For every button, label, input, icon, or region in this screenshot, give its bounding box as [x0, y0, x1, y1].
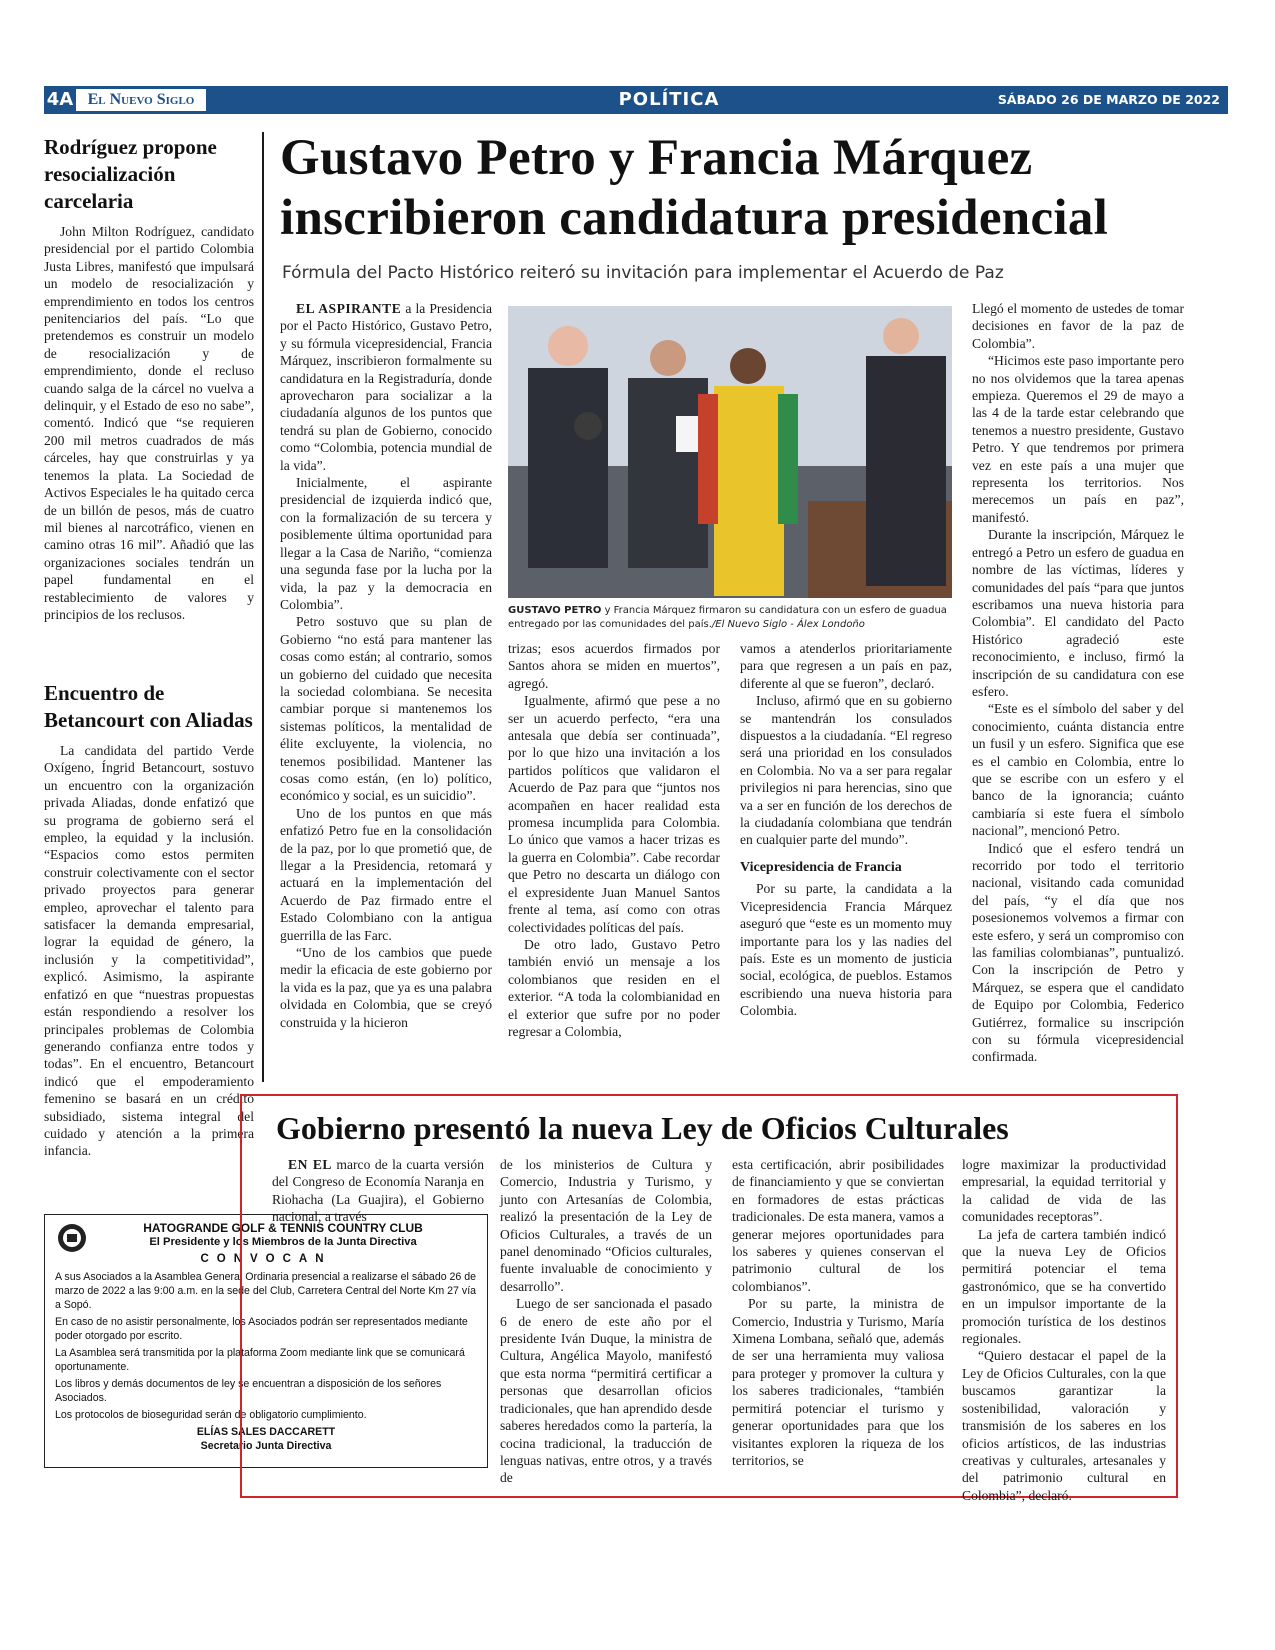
club-name: HATOGRANDE GOLF & TENNIS COUNTRY CLUB: [143, 1221, 423, 1235]
club-logo-icon: [57, 1223, 87, 1253]
paragraph: Luego de ser sancionada el pasado 6 de enero de este año por el presidente Iván Duque, la ministra de Cultura, Angélica Mayolo, manifestó que esta norma “permitirá certificar a personas que desarrollan oficios tradicionales, que han aprendido desde saberes heredados como la partería, la cocina tradicional, la traducción de lenguas nativas, entre otros, y a través de: [500, 1296, 712, 1486]
paragraph: “Hicimos este paso importante pero no nos olvidemos que la tarea apenas empieza. Queremos el 29 de mayo a las 4 de la tarde estar celebrando que tenemos a nuestro presidente, Gustavo Petro. Y que tendremos por primera vez en este país a una mujer que representa los territorios. Nos merecemos un país en paz”, manifestó.: [972, 353, 1184, 525]
header-bar: [44, 86, 1228, 114]
paragraph: a la Presidencia por el Pacto Histórico, Gustavo Petro, y su fórmula vicepresidencial, Francia Márquez, inscribieron formalmente su candidatura en la Registraduría, donde aprovecharon para socializar a la ciudadanía algunos de los puntos que tendrá su plan de Gobierno, conocido como “Colombia, potencia mundial de la vida”.: [280, 301, 492, 473]
caption-text: y Francia Márquez firmaron su candidatura con un esfero de guadua entregado por las comunidades del país.: [508, 605, 947, 630]
box-column-4: [962, 1156, 1166, 1503]
paragraph: Uno de los puntos en que más enfatizó Petro fue en la consolidación de la paz, por lo que prometió que, de llegar a la Presidencia, retomará y actuará en la implementación del Acuerdo de Paz firmado entre el Estado Colombiano con la antigua guerrilla de las Farc.: [280, 805, 492, 943]
photo-credit: /El Nuevo Siglo - Álex Londoño: [711, 619, 865, 630]
newspaper-name: El Nuevo Siglo: [76, 89, 206, 111]
paragraph: Inicialmente, el aspirante presidencial de izquierda indicó que, con la formalización de su tercera y posiblemente última oportunidad para llegar a la Casa de Nariño, “comienza una segunda fase por la lucha por la vida, la paz y la democracia en Colombia”.: [280, 475, 492, 612]
photo-illustration: [508, 306, 952, 598]
paragraph: Indicó que el esfero tendrá un recorrido por todo el territorio nacional, visitando cada comunidad del país, “y el día que nos posesionemos volvemos a firmar con este esfero, y será un compromiso con las familias colombianas”, puntualizó. Con la inscripción de Petro y Márquez, se espera que el candidato de Equipo por Colombia, Federico Gutiérrez, formalice su inscripción con su fórmula vicepresidencial confirmada.: [972, 840, 1184, 1065]
main-headline: Gustavo Petro y Francia Márquez inscribieron candidatura presidencial: [280, 130, 1109, 246]
main-subtitle: Fórmula del Pacto Histórico reiteró su invitación para implementar el Acuerdo de Paz: [282, 263, 1004, 283]
lead-word: EN EL: [288, 1157, 332, 1172]
main-column-3: [740, 640, 952, 1080]
section-name: POLÍTICA: [618, 89, 720, 110]
paragraph: esta certificación, abrir posibilidades de financiamiento y que se conviertan en formadores de estas prácticas tradicionales. De esta manera, vamos a generar mejores oportunidades para los saberes y quienes conservan el patrimonio cultural de los colombianos”.: [732, 1157, 944, 1294]
notice-paragraph: A sus Asociados a la Asamblea General Ordinaria presencial a realizarse el sábado 26 de marzo de 2022 a las 9:00 a.m. en la sede del Club, Carretera Central del Norte Km 27 vía a Sopó.: [55, 1271, 477, 1311]
paragraph: Por su parte, la candidata a la Vicepresidencia Francia Márquez aseguró que “este es un momento muy importante para los y las nadies del país. Este es un momento de justicia social, ecológica, de pueblos. Estamos escribiendo una nueva historia para Colombia.: [740, 881, 952, 1019]
notice-paragraph: En caso de no asistir personalmente, los Asociados podrán ser representados mediante poder otorgado por escrito.: [55, 1316, 468, 1342]
main-column-1: [280, 300, 492, 1080]
sidebar-body-1: John Milton Rodríguez, candidato presidencial por el partido Colombia Justa Libres, manifestó que impulsará un modelo de resocialización y emprendimiento en todos los centros penitenciarios del país. “Lo que pretendemos es construir un modelo de resocialización y de emprendimiento, donde el recluso cuando salga de la cárcel no vuelva a delinquir, y el Estado de eso no sabe”, comentó. Indicó que “se requieren 200 mil metros cuadrados de más cárceles, hay que construirlas y ya tenemos la plata. La Sociedad de Activos Especiales le ha quitado cerca de un billón de pesos, más de cuatro mil bienes al narcotráfico, vienen en camino otras 16 mil”. Añadió que las organizaciones sociales tendrán un papel fundamental en el restablecimiento de valores y principios de los reclusos.: [44, 224, 254, 622]
sidebar-headline-1: Rodríguez propone resocialización carcelaria: [44, 135, 217, 213]
paragraph: Igualmente, afirmó que pese a no ser un acuerdo perfecto, “era una antesala que debía ser continuada”, por lo que hizo una invitación a los partidos políticos que validaron el Acuerdo de Paz para que “juntos nos acompañen en hacer realidad esta promesa incumplida para Colombia. Lo único que vamos a hacer trizas es la guerra en Colombia”. Cabe recordar que Petro no descarta un diálogo con el expresidente Juan Manuel Santos frente al tema, así como con otras colectividades políticas del país.: [508, 693, 720, 935]
notice-paragraph: Los libros y demás documentos de ley se encuentran a disposición de los señores Asociados.: [55, 1378, 442, 1404]
box-headline: Gobierno presentó la nueva Ley de Oficios Culturales: [276, 1110, 1009, 1146]
box-column-3: [732, 1156, 944, 1486]
box-column-1: [272, 1156, 485, 1225]
photo-caption: [508, 604, 952, 632]
paragraph: Petro sostuvo que su plan de Gobierno “no está para mantener las cosas como están; al contrario, somos un gobierno del cuidado que necesita la sociedad colombiana. Se necesita cambiar porque si mantenemos los sistemas políticos, la mentalidad de élite excluyente, la violencia, no tenemos posibilidad. Mantener las cosas como están, (en lo) político, económico y social, es un suicidio”.: [280, 614, 492, 804]
main-column-2: [508, 640, 720, 1080]
paragraph: de los ministerios de Cultura y Comercio, Industria y Turismo, y junto con Artesanías de Colombia, realizó la presentación de la Ley de Oficios Culturales, a través de un panel denominado “Oficios culturales, fuente invaluable de conocimiento y desarrollo”.: [500, 1157, 712, 1294]
lead-word: EL ASPIRANTE: [296, 301, 402, 316]
paragraph: Llegó el momento de ustedes de tomar decisiones en favor de la paz de Colombia”.: [972, 301, 1184, 351]
column-divider: [262, 132, 264, 1082]
board-line: El Presidente y los Miembros de la Junta Directiva: [149, 1236, 417, 1248]
box-column-2: [500, 1156, 712, 1486]
page-number: 4A: [44, 86, 76, 114]
sidebar-body-2: La candidata del partido Verde Oxígeno, Íngrid Betancourt, sostuvo un encuentro con la organización privada Aliadas, donde enfatizó que su programa de gobierno será el empleo, la equidad y la inclusión. “Espacios como estos permiten construir colectivamente con el sector privado proyectos para generar empleo, aprovechar el talento para satisfacer la demanda empresarial, lograr la equidad de género, la inclusión y la competitividad”, explicó. Asimismo, la aspirante enfatizó en que “nuestras propuestas están respondiendo a resolver los principales problemas de Colombia generando confianza entre todos y todas”. En el encuentro, Betancourt indicó que el empoderamiento femenino se basará en un crédito subsidiado, sistema integral del cuidado y atención a la primera infancia.: [44, 743, 254, 1159]
sidebar-story-rodriguez: [44, 134, 254, 623]
paragraph: Durante la inscripción, Márquez le entregó a Petro un esfero de guadua en nombre de las víctimas, líderes y comunidades del país “para que juntos escribamos una nueva historia para Colombia”. El candidato del Pacto Histórico agradeció este reconocimiento, e incluso, firmó la inscripción de su candidatura con ese esfero.: [972, 527, 1184, 699]
paragraph: logre maximizar la productividad empresarial, la equidad territorial y la calidad de vida de las comunidades receptoras”.: [962, 1157, 1166, 1225]
main-photo: [508, 306, 952, 598]
notice-paragraph: Los protocolos de bioseguridad serán de obligatorio cumplimiento.: [55, 1409, 367, 1421]
subheading: Vicepresidencia de Francia: [740, 859, 902, 875]
issue-date: SÁBADO 26 DE MARZO DE 2022: [997, 92, 1220, 107]
paragraph: “Uno de los cambios que puede medir la eficacia de este gobierno por la vida es la paz, que ya es una palabra olvidada en Colombia, que se creyó construida y la hicieron: [280, 945, 492, 1030]
convocan-heading: CONVOCAN: [200, 1253, 332, 1265]
paragraph: “Este es el símbolo del saber y del conocimiento, cuánta distancia entre un fusil y un esfero. Significa que ese es el cambio en Colombia, entre lo que se escribe con un esfero y el banco de la ignorancia; cuánto cambiaría si este fuera el símbolo nacional”, mencionó Petro.: [972, 701, 1184, 839]
caption-name: GUSTAVO PETRO: [508, 605, 602, 616]
signer-role: Secretario Junta Directiva: [200, 1440, 332, 1452]
paragraph: Por su parte, la ministra de Comercio, Industria y Turismo, María Ximena Lombana, señaló que, además de ser una herramienta muy valiosa para proteger y promover la cultura y los saberes tradicionales, “también permitirá potenciar el turismo y generar oportunidades para que los visitantes exploren la riqueza de los territorios, se: [732, 1296, 944, 1468]
paragraph: De otro lado, Gustavo Petro también envió un mensaje a los colombianos que residen en el exterior. “A toda la colombianidad en el exterior que sufre por no poder regresar a Colombia,: [508, 936, 720, 1039]
paragraph: trizas; esos acuerdos firmados por Santos ahora se miden en muertos”, agregó.: [508, 641, 720, 691]
sidebar-headline-2: Encuentro de Betancourt con Aliadas: [44, 681, 253, 732]
main-column-4: [972, 300, 1184, 1080]
sidebar-story-betancourt: [44, 680, 254, 1160]
paragraph: vamos a atenderlos prioritariamente para que regresen a un país en paz, diferente al que se fueron”, declaró.: [740, 641, 952, 691]
paragraph: La jefa de cartera también indicó que la nueva Ley de Oficios permitirá potenciar el tema gastronómico, que se ha convertido en un impulsor importante de la promoción turística de los destinos regionales.: [962, 1226, 1166, 1347]
signer-name: ELÍAS SALES DACCARETT: [196, 1426, 336, 1438]
notice-paragraph: La Asamblea será transmitida por la plataforma Zoom mediante link que se comunicará oportunamente.: [55, 1347, 465, 1373]
paragraph: “Quiero destacar el papel de la Ley de Oficios Culturales, con la que buscamos garantizar la sostenibilidad, valoración y transmisión de los saberes en los oficios artísticos, de las industrias creativas y culturales, artesanales y del patrimonio cultural en Colombia”, declaró.: [962, 1348, 1166, 1503]
paragraph: marco de la cuarta versión del Congreso de Economía Naranja en Riohacha (La Guajira), el Gobierno nacional, a través: [272, 1157, 485, 1225]
paragraph: Incluso, afirmó que en su gobierno se mantendrán los consulados dispuestos a la ciudadanía. “El regreso será una prioridad en los consulados en Colombia. No va a ser para regalar privilegios ni para herencias, sino que va a ser en función de los derechos de la ciudadanía colombiana que tendrán en cualquier parte del mundo”.: [740, 693, 952, 848]
